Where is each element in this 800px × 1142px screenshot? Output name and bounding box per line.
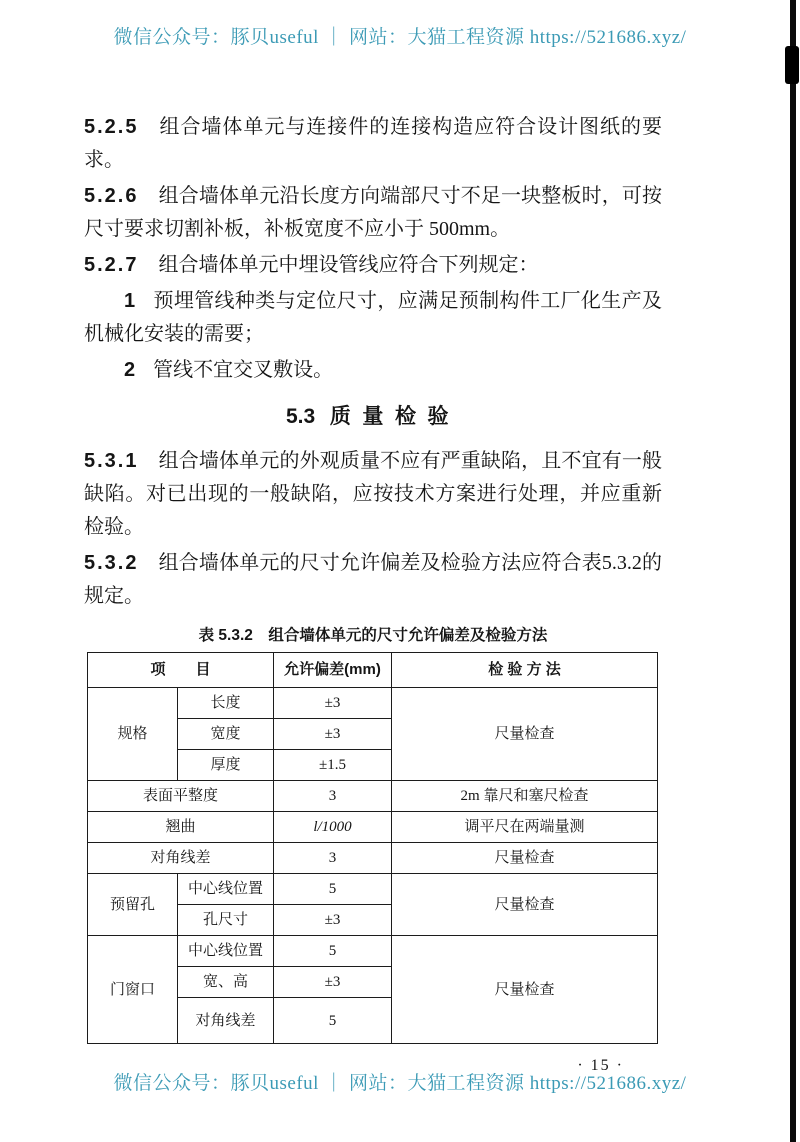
- cell-val: 5: [274, 874, 392, 905]
- cell-method: 尺量检查: [392, 936, 658, 1044]
- cell-sub-thickness: 厚度: [178, 750, 274, 781]
- item-number: 2: [124, 359, 136, 381]
- cell-item-flatness: 表面平整度: [88, 781, 274, 812]
- cell-item-reserved-hole: 预留孔: [88, 874, 178, 936]
- section-title: 质量检验: [329, 405, 461, 428]
- watermark-bottom: 微信公众号：豚贝useful ｜ 网站：大猫工程资源 https://521686.xyz/: [113, 1073, 687, 1094]
- col-header-method: 检 验 方 法: [392, 653, 658, 688]
- cell-sub-hole-size: 孔尺寸: [178, 905, 274, 936]
- col-header-item: 项 目: [88, 653, 274, 688]
- clause-5-3-1: [84, 445, 662, 544]
- cell-val: 5: [274, 998, 392, 1044]
- clause-text: 组合墙体单元沿长度方向端部尺寸不足一块整板时，可按尺寸要求切割补板，补板宽度不应小于 500mm。: [84, 185, 662, 240]
- section-heading-5-3: [84, 402, 662, 432]
- item-text: 预埋管线种类与定位尺寸，应满足预制构件工厂化生产及机械化安装的需要；: [84, 290, 662, 345]
- table-row: [88, 812, 658, 843]
- cell-method: 尺量检查: [392, 843, 658, 874]
- clause-text: 组合墙体单元与连接件的连接构造应符合设计图纸的要求。: [84, 116, 662, 171]
- clause-number: 5.2.6: [84, 185, 139, 207]
- clause-number: 5.3.1: [84, 450, 139, 472]
- section-number: 5.3: [285, 405, 316, 428]
- cell-sub-centerline: 中心线位置: [178, 936, 274, 967]
- col-header-tolerance: 允许偏差(mm): [274, 653, 392, 688]
- table-caption: 表 5.3.2 组合墙体单元的尺寸允许偏差及检验方法: [198, 627, 548, 644]
- cell-val: 3: [274, 781, 392, 812]
- cell-item-warp: 翘曲: [88, 812, 274, 843]
- watermark-top: 微信公众号：豚贝useful ｜ 网站：大猫工程资源 https://521686.xyz/: [113, 27, 687, 48]
- cell-sub-width-height: 宽、高: [178, 967, 274, 998]
- table-row: [88, 688, 658, 719]
- scan-blob-artifact: [785, 46, 799, 84]
- item-text: 管线不宜交叉敷设。: [153, 359, 334, 381]
- cell-item-guige: 规格: [88, 688, 178, 781]
- item-number: 1: [124, 290, 136, 312]
- clause-5-3-2: [84, 547, 662, 613]
- cell-method: 尺量检查: [392, 688, 658, 781]
- cell-val: ±1.5: [274, 750, 392, 781]
- clause-text: 组合墙体单元的尺寸允许偏差及检验方法应符合表5.3.2的规定。: [84, 552, 662, 607]
- page-number: · 15 ·: [577, 1057, 624, 1074]
- table-row: [88, 874, 658, 905]
- clause-5-2-7-item-1: [84, 285, 662, 351]
- clause-number: 5.2.5: [84, 116, 139, 138]
- cell-method: 2m 靠尺和塞尺检查: [392, 781, 658, 812]
- clause-5-2-7-item-2: [84, 354, 662, 387]
- clause-5-2-6: [84, 180, 662, 246]
- clause-5-2-5: [84, 111, 662, 177]
- clause-number: 5.2.7: [84, 254, 139, 276]
- cell-method: 尺量检查: [392, 874, 658, 936]
- clause-text: 组合墙体单元中埋设管线应符合下列规定：: [158, 254, 539, 276]
- cell-val: ±3: [274, 967, 392, 998]
- cell-val: l/1000: [274, 812, 392, 843]
- cell-sub-diagonal: 对角线差: [178, 998, 274, 1044]
- cell-val: ±3: [274, 719, 392, 750]
- scan-edge-artifact: [790, 0, 796, 1142]
- cell-item-diagonal: 对角线差: [88, 843, 274, 874]
- cell-method: 调平尺在两端量测: [392, 812, 658, 843]
- table-row: [88, 781, 658, 812]
- cell-val: 3: [274, 843, 392, 874]
- table-row: [88, 936, 658, 967]
- clause-5-2-7: [84, 249, 662, 282]
- tolerance-inspection-table: [87, 652, 658, 1044]
- cell-val: 5: [274, 936, 392, 967]
- clause-text: 组合墙体单元的外观质量不应有严重缺陷，且不宜有一般缺陷。对已出现的一般缺陷，应按技术方案进行处理，并应重新检验。: [84, 450, 662, 538]
- table-row: [88, 843, 658, 874]
- clause-number: 5.3.2: [84, 552, 139, 574]
- cell-item-door-window: 门窗口: [88, 936, 178, 1044]
- table-header-row: [88, 653, 658, 688]
- cell-sub-length: 长度: [178, 688, 274, 719]
- page-content: [84, 111, 662, 1075]
- cell-val: ±3: [274, 905, 392, 936]
- cell-val: ±3: [274, 688, 392, 719]
- cell-sub-centerline: 中心线位置: [178, 874, 274, 905]
- cell-sub-width: 宽度: [178, 719, 274, 750]
